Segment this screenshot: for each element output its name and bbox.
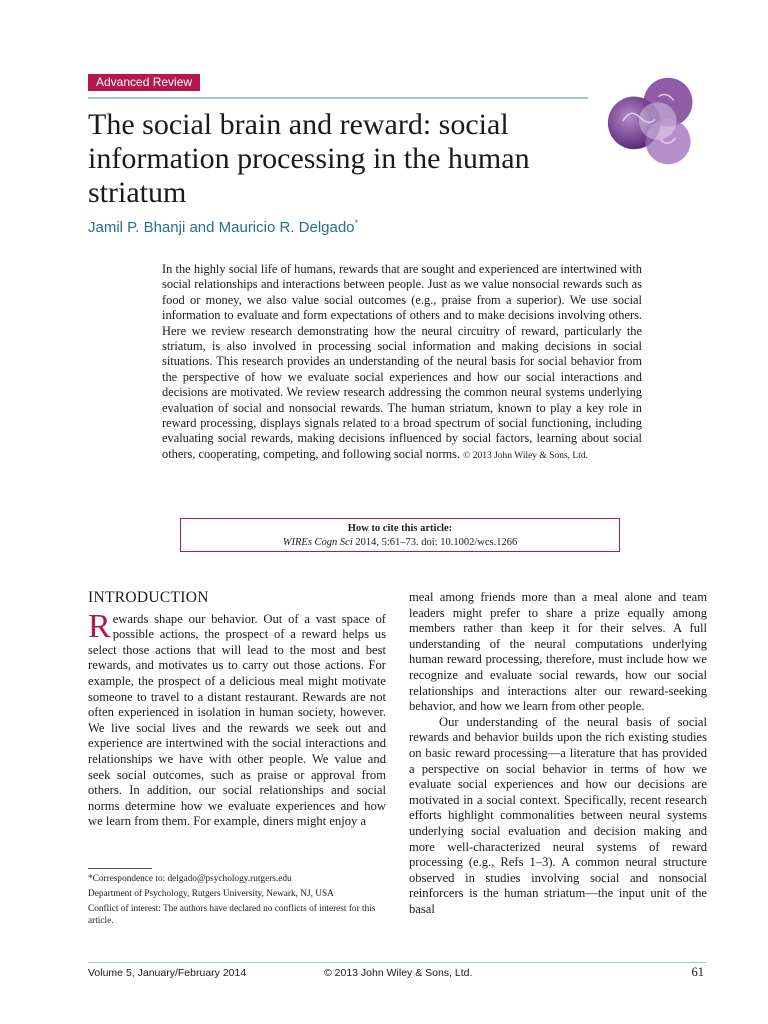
footnote-affiliation: Department of Psychology, Rutgers University, Newark, NJ, USA xyxy=(88,889,334,899)
abstract-copyright: © 2013 John Wiley & Sons, Ltd. xyxy=(463,450,588,461)
citation-details: 2014, 5:61–73. doi: 10.1002/wcs.1266 xyxy=(355,537,518,548)
corresponding-author-mark: * xyxy=(354,218,359,228)
left-column xyxy=(88,590,386,830)
right-column xyxy=(409,590,707,917)
citation-journal: WIREs Cogn Sci xyxy=(282,537,353,548)
article-type-badge: Advanced Review xyxy=(88,74,200,91)
footer-volume: Volume 5, January/February 2014 xyxy=(88,967,247,979)
article-title: The social brain and reward: social information processing in the human striatum xyxy=(88,108,530,209)
page-number: 61 xyxy=(691,965,704,979)
footer-rule xyxy=(88,962,706,963)
citation-label: How to cite this article: xyxy=(347,523,453,534)
footnote-conflict: Conflict of interest: The authors have declared no conflicts of interest for this article. xyxy=(88,904,376,926)
drop-cap: R xyxy=(88,607,111,645)
intro-paragraph xyxy=(88,607,386,830)
abstract xyxy=(162,262,642,464)
section-heading: INTRODUCTION xyxy=(88,589,209,606)
right-paragraph-1: meal among friends more than a meal alone and team leaders might prefer to share a prize equally among members rather than keep it for their selves. A full understanding of the neural computations underlying human reward processing, therefore, must include how we recognize and evaluate social rewards, how our social relationships and interactions alter our reward-seeking behavior, and how we learn from other people. xyxy=(409,590,707,714)
citation-line xyxy=(181,536,619,550)
right-paragraph-2: Our understanding of the neural basis of social rewards and behavior builds upon the rich existing studies on basic reward processing—a literature that has provided a perspective on social behavior in terms of how we evaluate social experiences and how our decisions are motivated in a social context. Specifically, recent research efforts highlight commonalities between neural systems underlying social evaluation and decision making and more well-characterized neural systems of reward processing (e.g., Refs 1–3). A common neural structure observed in studies involving social and nonsocial reinforcers is the human striatum—the input unit of the basal xyxy=(409,714,707,916)
footnote-rule xyxy=(88,868,152,869)
citation-box xyxy=(180,518,620,552)
author-names: Jamil P. Bhanji and Mauricio R. Delgado xyxy=(88,219,355,236)
brain-circles-logo xyxy=(606,74,700,168)
footer-copyright: © 2013 John Wiley & Sons, Ltd. xyxy=(324,967,473,979)
footnotes xyxy=(88,873,386,930)
abstract-text: In the highly social life of humans, rewards that are sought and experienced are intertwined with social relationships and interactions between people. Just as we value nonsocial rewards such as food or money, we also value social outcomes (e.g., praise from a superior). We use social information to evaluate and form expectations of others and to make decisions involving others. Here we review research demonstrating how the neural circuitry of reward, particularly the striatum, is also involved in processing social information and making decisions in social situations. This research provides an understanding of the neural basis for social behavior from the perspective of how we evaluate social experiences and how our social interactions and decisions are motivated. We review research addressing the common neural systems underlying evaluation of social and nonsocial rewards. The human striatum, known to play a key role in reward processing, displays signals related to a broad spectrum of social functioning, including evaluating social rewards, making decisions influenced by social factors, learning about social others, cooperating, competing, and following social norms. xyxy=(162,262,642,461)
header-rule xyxy=(88,97,588,99)
intro-paragraph-text: ewards shape our behavior. Out of a vast space of possible actions, the prospect of a reward helps us select those actions that will lead to the most and best rewards, and motivates us to carry out those actions. For example, the prospect of a delicious meal might motivate someone to travel to a distant restaurant. Rewards are not often experienced in isolation in human society, however. We live social lives and the rewards we seek out and experience are intertwined with the social interactions and relationships we have with other people. We value and seek social outcomes, such as praise or approval from others. In addition, our social relationships and social norms determine how we evaluate experiences and how we learn from them. For example, diners might enjoy a xyxy=(88,611,386,829)
footnote-correspondence: *Correspondence to: delgado@psychology.rutgers.edu xyxy=(88,874,292,884)
author-line xyxy=(88,218,358,236)
